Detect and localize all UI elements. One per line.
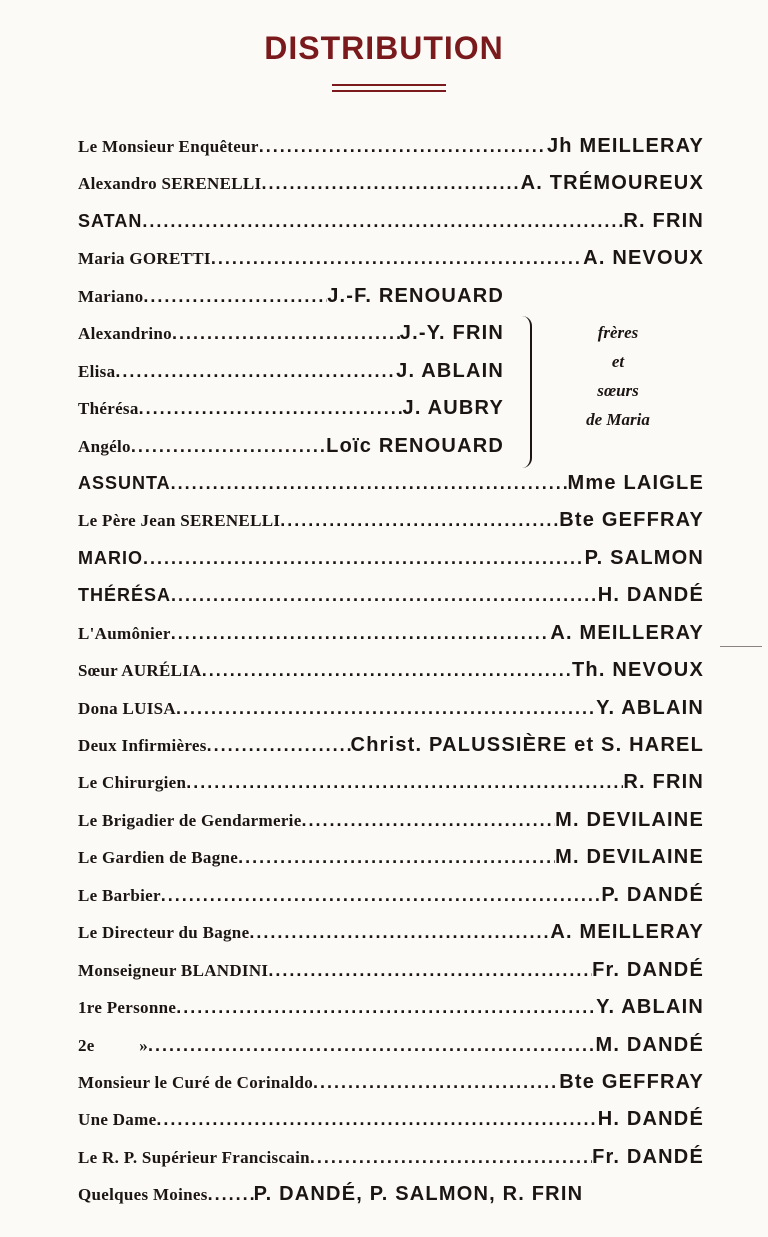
actor-name: P. SALMON xyxy=(584,546,704,569)
margin-mark xyxy=(720,646,762,647)
actor-name: Jh MEILLERAY xyxy=(546,135,704,157)
cast-row xyxy=(78,203,704,240)
role-name: THÉRÉSA xyxy=(78,585,172,606)
role-name: 1re Personne xyxy=(78,998,177,1018)
role-name: MARIO xyxy=(78,547,143,568)
actor-name: P. DANDÉ xyxy=(601,883,704,906)
leader-dots xyxy=(143,540,585,577)
title-underline xyxy=(332,84,446,92)
cast-row xyxy=(78,1101,704,1138)
role-name: Le Barbier xyxy=(78,885,161,905)
role-name: SATAN xyxy=(78,210,143,231)
siblings-note xyxy=(558,318,678,434)
role-name: Elisa xyxy=(78,361,116,381)
cast-row xyxy=(78,615,704,652)
role-name: Une Dame xyxy=(78,1110,157,1130)
leader-dots xyxy=(171,615,551,652)
siblings-bracket xyxy=(518,316,532,468)
role-name: Le R. P. Supérieur Franciscain xyxy=(78,1147,310,1167)
role-name: Angélo xyxy=(78,436,131,456)
actor-name: Y. ABLAIN xyxy=(596,996,704,1019)
leader-dots xyxy=(131,428,326,465)
actor-name: A. MEILLERAY xyxy=(550,621,704,644)
role-name: Maria GORETTI xyxy=(78,249,211,269)
leader-dots xyxy=(310,1139,592,1176)
role-name: Le Monsieur Enquêteur xyxy=(78,137,259,156)
cast-row xyxy=(78,652,704,689)
actor-name: R. FRIN xyxy=(623,771,704,794)
leader-dots xyxy=(142,203,623,240)
cast-row xyxy=(78,914,704,951)
cast-list xyxy=(78,128,704,1214)
actor-name: J.-Y. FRIN xyxy=(399,322,504,345)
actor-name: Th. NEVOUX xyxy=(571,659,704,682)
cast-row xyxy=(78,390,504,427)
cast-row xyxy=(78,952,704,989)
actor-name: R. FRIN xyxy=(623,209,704,232)
leader-dots xyxy=(176,690,596,727)
actor-name: Bte GEFFRAY xyxy=(559,509,704,532)
leader-dots xyxy=(172,315,400,352)
actor-name: Christ. PALUSSIÈRE et S. HAREL xyxy=(350,734,704,756)
cast-row xyxy=(78,465,704,502)
leader-dots xyxy=(259,128,547,165)
leader-dots xyxy=(115,353,396,390)
cast-row xyxy=(78,1064,704,1101)
cast-row xyxy=(78,1027,704,1064)
role-name: Alexandro SERENELLI xyxy=(78,174,262,194)
role-name: Le Père Jean SERENELLI xyxy=(78,511,281,531)
siblings-note-line: frères xyxy=(597,323,639,342)
role-name: Sœur AURÉLIA xyxy=(78,661,202,681)
role-name: Quelques Moines xyxy=(78,1185,208,1205)
actor-name: Mme LAIGLE xyxy=(567,471,704,494)
leader-dots xyxy=(161,877,602,914)
cast-row xyxy=(78,315,504,352)
cast-row xyxy=(78,353,504,390)
cast-row xyxy=(78,428,504,465)
leader-dots xyxy=(268,952,592,989)
leader-dots xyxy=(143,278,327,315)
actor-name: M. DEVILAINE xyxy=(555,808,704,831)
cast-row xyxy=(78,727,704,764)
actor-name: J.-F. RENOUARD xyxy=(327,284,504,307)
role-name: 2e » xyxy=(78,1035,148,1055)
siblings-note-line: de Maria xyxy=(586,410,650,429)
actor-name: A. TRÉMOUREUX xyxy=(520,172,704,195)
role-name: Monsieur le Curé de Corinaldo xyxy=(78,1072,314,1092)
actor-name: H. DANDÉ xyxy=(597,584,704,607)
leader-dots xyxy=(313,1064,559,1101)
role-name: Le Chirurgien xyxy=(78,773,187,793)
actor-name: P. DANDÉ, P. SALMON, R. FRIN xyxy=(253,1183,584,1206)
leader-dots xyxy=(139,390,403,427)
leader-dots xyxy=(202,652,572,689)
leader-dots xyxy=(280,502,559,539)
cast-row xyxy=(78,540,704,577)
role-name: Thérésa xyxy=(78,399,139,419)
leader-dots xyxy=(238,839,555,876)
role-name: Mariano xyxy=(78,286,144,306)
role-name: Le Directeur du Bagne xyxy=(78,923,250,943)
actor-name: A. MEILLERAY xyxy=(550,921,704,944)
cast-row xyxy=(78,1176,704,1213)
cast-row xyxy=(78,577,704,614)
cast-row xyxy=(78,502,704,539)
role-name: Dona LUISA xyxy=(78,698,176,718)
cast-row xyxy=(78,1139,704,1176)
actor-name: A. NEVOUX xyxy=(583,247,704,270)
leader-dots xyxy=(207,727,351,764)
siblings-note-line: et xyxy=(611,352,625,371)
role-name: L'Aumônier xyxy=(78,623,171,643)
cast-row xyxy=(78,989,704,1026)
cast-row xyxy=(78,278,504,315)
leader-dots xyxy=(186,764,623,801)
actor-name: M. DEVILAINE xyxy=(555,846,704,869)
leader-dots xyxy=(156,1101,597,1138)
siblings-note-line: sœurs xyxy=(597,381,639,400)
leader-dots xyxy=(171,465,568,502)
actor-name: Loïc RENOUARD xyxy=(326,434,504,457)
leader-dots xyxy=(249,914,550,951)
leader-dots xyxy=(261,165,520,202)
cast-row xyxy=(78,240,704,277)
cast-row xyxy=(78,802,704,839)
cast-row xyxy=(78,165,704,202)
role-name: Le Gardien de Bagne xyxy=(78,848,239,868)
role-name: Le Brigadier de Gendarmerie xyxy=(78,810,302,830)
cast-row xyxy=(78,690,704,727)
cast-row xyxy=(78,839,704,876)
actor-name: Bte GEFFRAY xyxy=(559,1070,704,1093)
role-name: Deux Infirmières xyxy=(78,736,207,755)
actor-name: Fr. DANDÉ xyxy=(592,1145,704,1168)
leader-dots xyxy=(176,989,596,1026)
cast-row xyxy=(78,877,704,914)
leader-dots xyxy=(211,240,583,277)
leader-dots xyxy=(148,1027,596,1064)
actor-name: J. ABLAIN xyxy=(396,359,504,382)
cast-row xyxy=(78,128,704,165)
cast-row xyxy=(78,764,704,801)
leader-dots xyxy=(302,802,556,839)
actor-name: J. AUBRY xyxy=(402,397,504,420)
actor-name: H. DANDÉ xyxy=(597,1108,704,1131)
leader-dots xyxy=(208,1176,254,1213)
role-name: Monseigneur BLANDINI xyxy=(78,960,269,980)
leader-dots xyxy=(171,577,598,614)
role-name: Alexandrino xyxy=(78,324,172,344)
role-name: ASSUNTA xyxy=(78,472,171,493)
actor-name: Fr. DANDÉ xyxy=(592,958,704,981)
page-title: DISTRIBUTION xyxy=(264,30,504,66)
actor-name: Y. ABLAIN xyxy=(596,696,704,719)
actor-name: M. DANDÉ xyxy=(595,1033,704,1056)
